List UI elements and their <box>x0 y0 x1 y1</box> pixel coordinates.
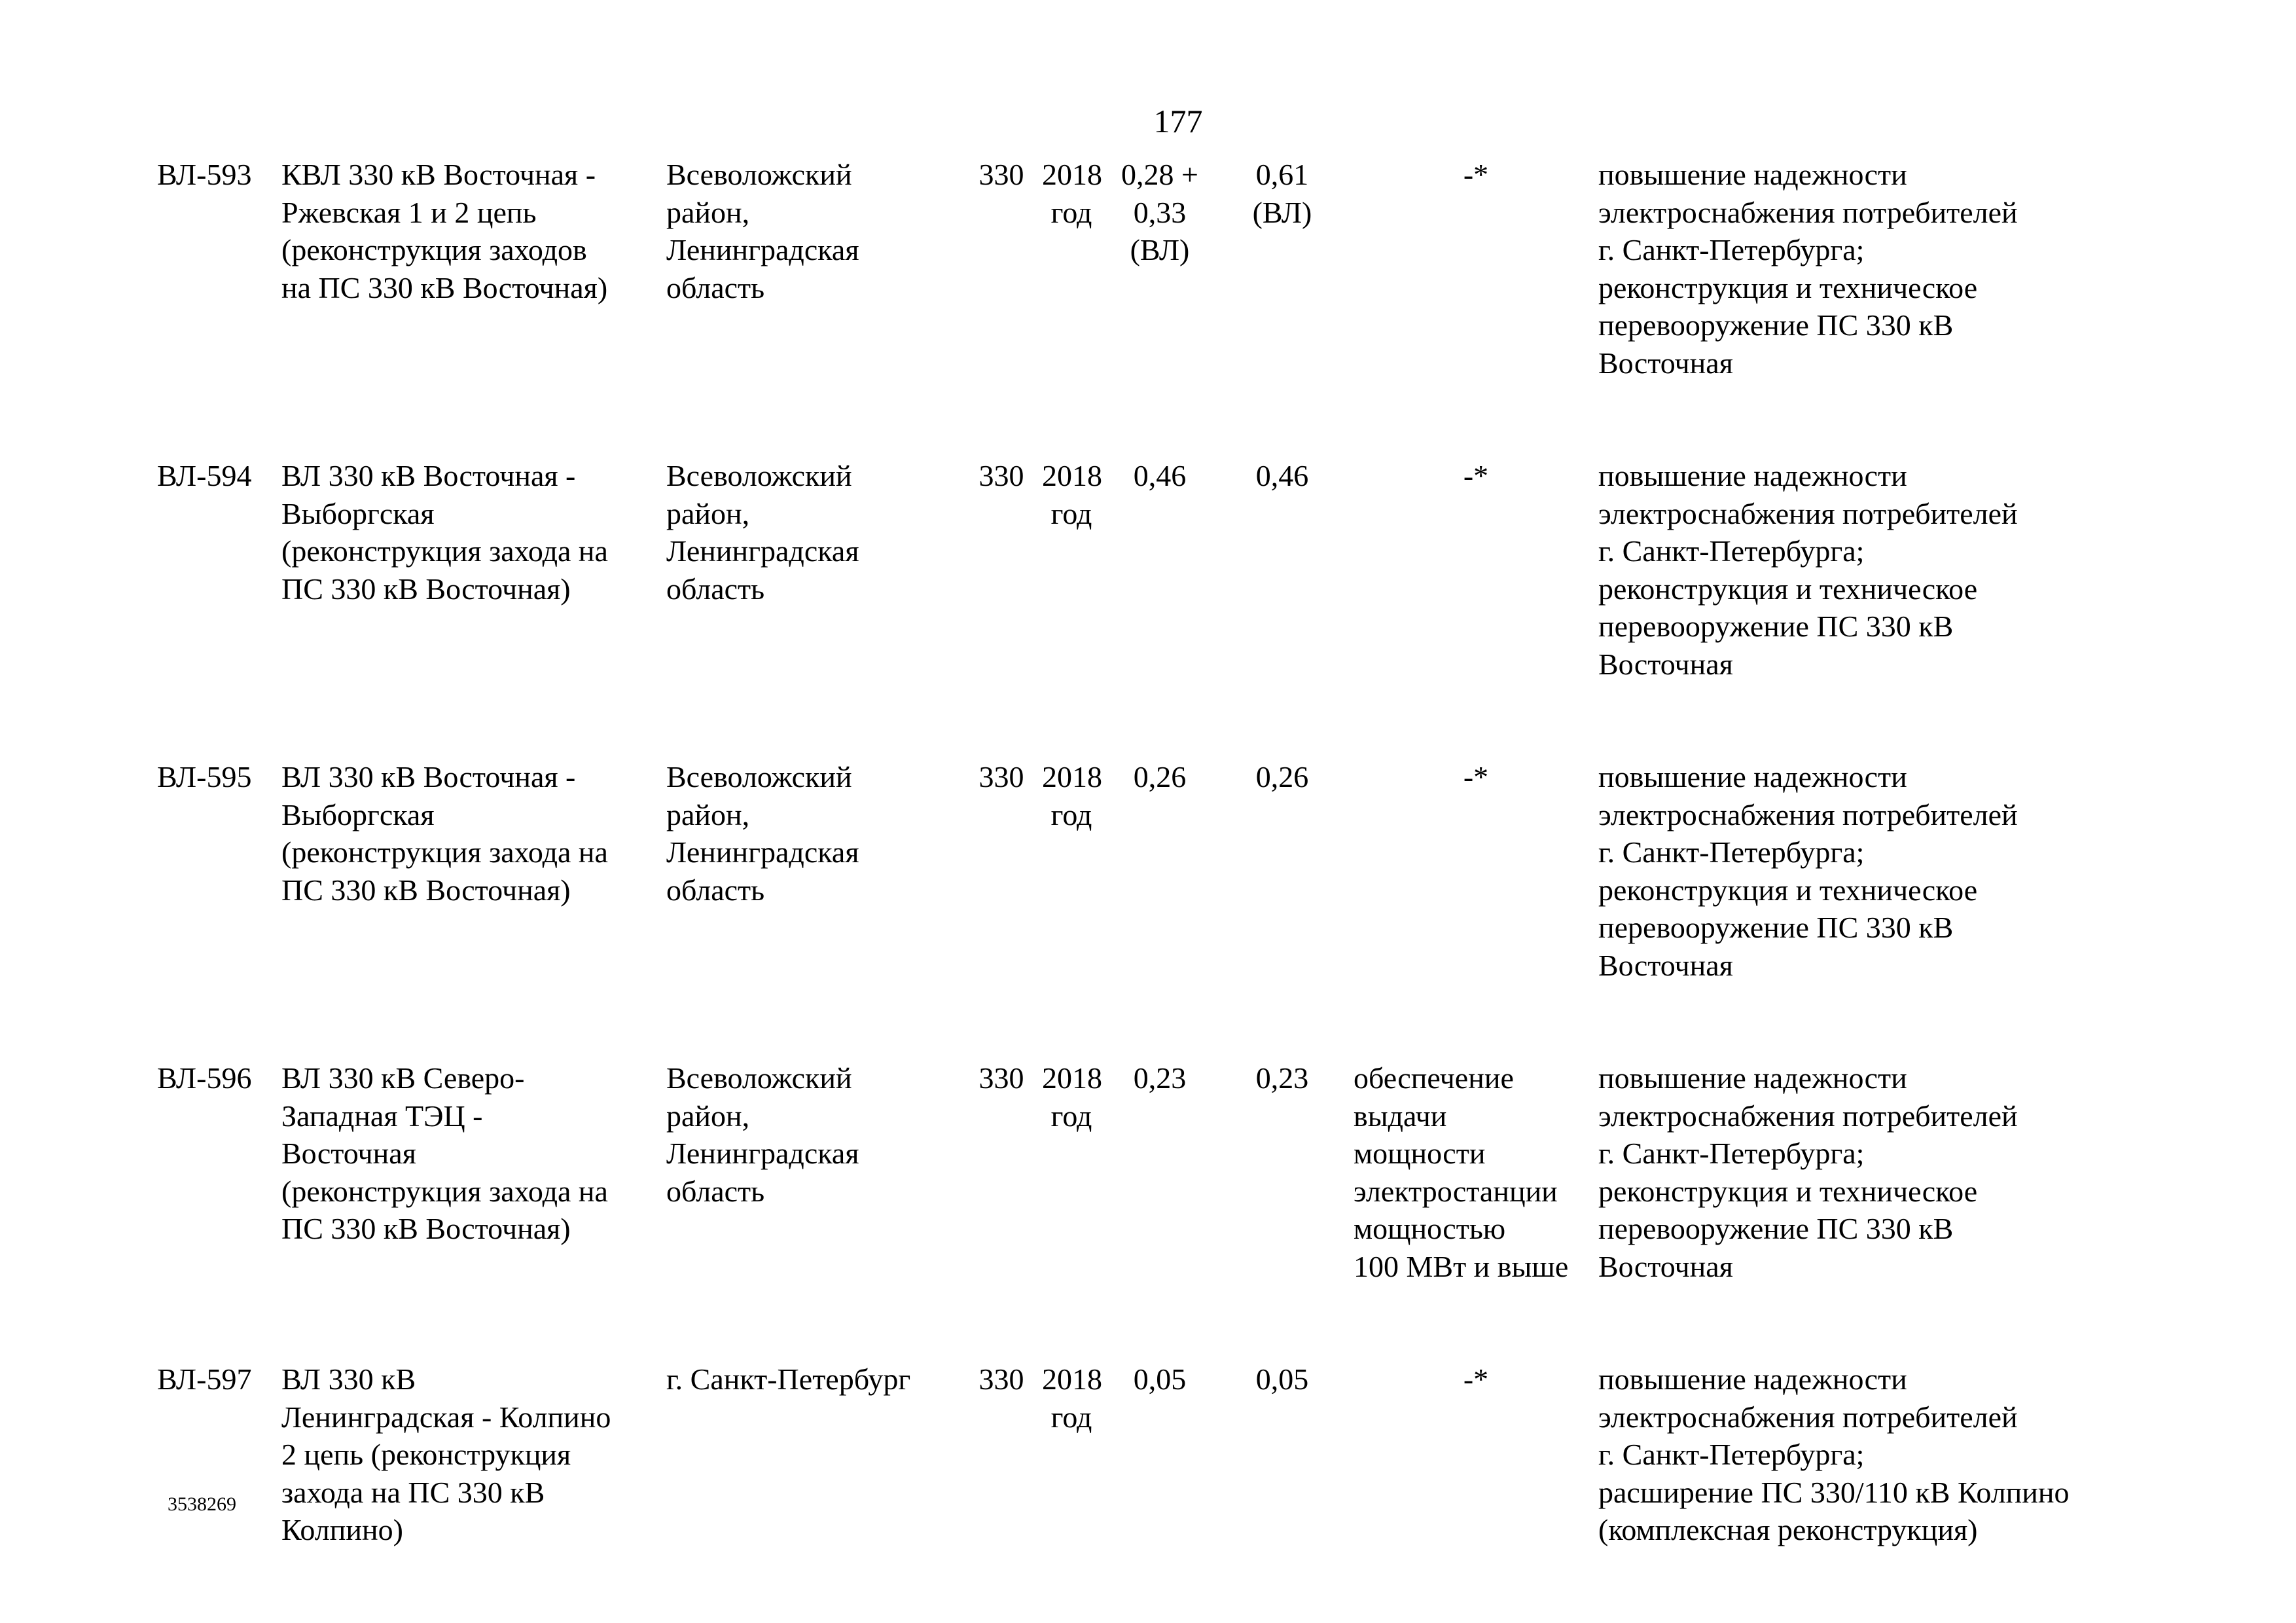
row-location: Всеволожский район, Ленинградская область <box>666 760 859 907</box>
row-code: ВЛ-597 <box>157 1362 252 1396</box>
row-goal-1: обеспечение выдачи мощности электростанции мощностью 100 МВт и выше <box>1354 1061 1569 1283</box>
row-voltage: 330 <box>978 459 1024 492</box>
row-length-1: 0,26 <box>1133 760 1187 793</box>
row-object-name: ВЛ 330 кВ Восточная - Выборгская (реконструкция захода на ПС 330 кВ Восточная) <box>281 760 608 907</box>
row-goal-1: -* <box>1463 459 1489 492</box>
row-goal-2: повышение надежности электроснабжения потребителей г. Санкт-Петербурга; реконструкция и техническое перевооружение ПС 330 кВ Восточная <box>1598 1061 2018 1283</box>
row-code: ВЛ-595 <box>157 760 252 793</box>
row-voltage: 330 <box>978 760 1024 793</box>
row-length-2: 0,23 <box>1255 1061 1309 1095</box>
row-voltage: 330 <box>978 1061 1024 1095</box>
page-number: 177 <box>1153 103 1203 139</box>
row-goal-2: повышение надежности электроснабжения потребителей г. Санкт-Петербурга; реконструкция и техническое перевооружение ПС 330 кВ Восточная <box>1598 459 2018 681</box>
row-location: Всеволожский район, Ленинградская область <box>666 1061 859 1208</box>
row-year: 2018 год <box>1042 1362 1102 1434</box>
row-code: ВЛ-594 <box>157 459 252 492</box>
row-goal-1: -* <box>1463 158 1489 191</box>
row-goal-1: -* <box>1463 1362 1489 1396</box>
row-year: 2018 год <box>1042 158 1102 229</box>
investment-table <box>157 156 2186 1549</box>
row-voltage: 330 <box>978 158 1024 191</box>
row-length-2: 0,61 (ВЛ) <box>1252 158 1312 229</box>
row-length-1: 0,23 <box>1133 1061 1187 1095</box>
table-row-vl-593 <box>157 156 2186 382</box>
table-row-vl-597 <box>157 1360 2186 1549</box>
row-goal-1: -* <box>1463 760 1489 793</box>
row-length-1: 0,46 <box>1133 459 1187 492</box>
row-location: г. Санкт-Петербург <box>666 1362 911 1396</box>
row-object-name: ВЛ 330 кВ Ленинградская - Колпино 2 цепь (реконструкция захода на ПС 330 кВ Колпино) <box>281 1362 611 1546</box>
row-goal-2: повышение надежности электроснабжения потребителей г. Санкт-Петербурга; реконструкция и техническое перевооружение ПС 330 кВ Восточная <box>1598 158 2018 380</box>
row-location: Всеволожский район, Ленинградская область <box>666 459 859 606</box>
table-row-vl-596 <box>157 1059 2186 1285</box>
row-object-name: КВЛ 330 кВ Восточная - Ржевская 1 и 2 цепь (реконструкция заходов на ПС 330 кВ Восточная) <box>281 158 608 304</box>
row-code: ВЛ-593 <box>157 158 252 191</box>
row-year: 2018 год <box>1042 760 1102 831</box>
row-year: 2018 год <box>1042 1061 1102 1133</box>
row-year: 2018 год <box>1042 459 1102 530</box>
table-row-vl-595 <box>157 758 2186 984</box>
row-voltage: 330 <box>978 1362 1024 1396</box>
row-object-name: ВЛ 330 кВ Восточная - Выборгская (реконструкция захода на ПС 330 кВ Восточная) <box>281 459 608 606</box>
row-length-1: 0,28 + 0,33 (ВЛ) <box>1121 158 1198 266</box>
table-row-vl-594 <box>157 457 2186 683</box>
row-object-name: ВЛ 330 кВ Северо- Западная ТЭЦ - Восточная (реконструкция захода на ПС 330 кВ Восточная) <box>281 1061 608 1245</box>
row-goal-2: повышение надежности электроснабжения потребителей г. Санкт-Петербурга; реконструкция и техническое перевооружение ПС 330 кВ Восточная <box>1598 760 2018 982</box>
document-id: 3538269 <box>168 1493 236 1515</box>
row-code: ВЛ-596 <box>157 1061 252 1095</box>
row-length-2: 0,26 <box>1255 760 1309 793</box>
row-length-2: 0,05 <box>1255 1362 1309 1396</box>
row-goal-2: повышение надежности электроснабжения потребителей г. Санкт-Петербурга; расширение ПС 330/110 кВ Колпино (комплексная реконструкция) <box>1598 1362 2070 1546</box>
row-location: Всеволожский район, Ленинградская область <box>666 158 859 304</box>
row-length-1: 0,05 <box>1133 1362 1187 1396</box>
row-length-2: 0,46 <box>1255 459 1309 492</box>
